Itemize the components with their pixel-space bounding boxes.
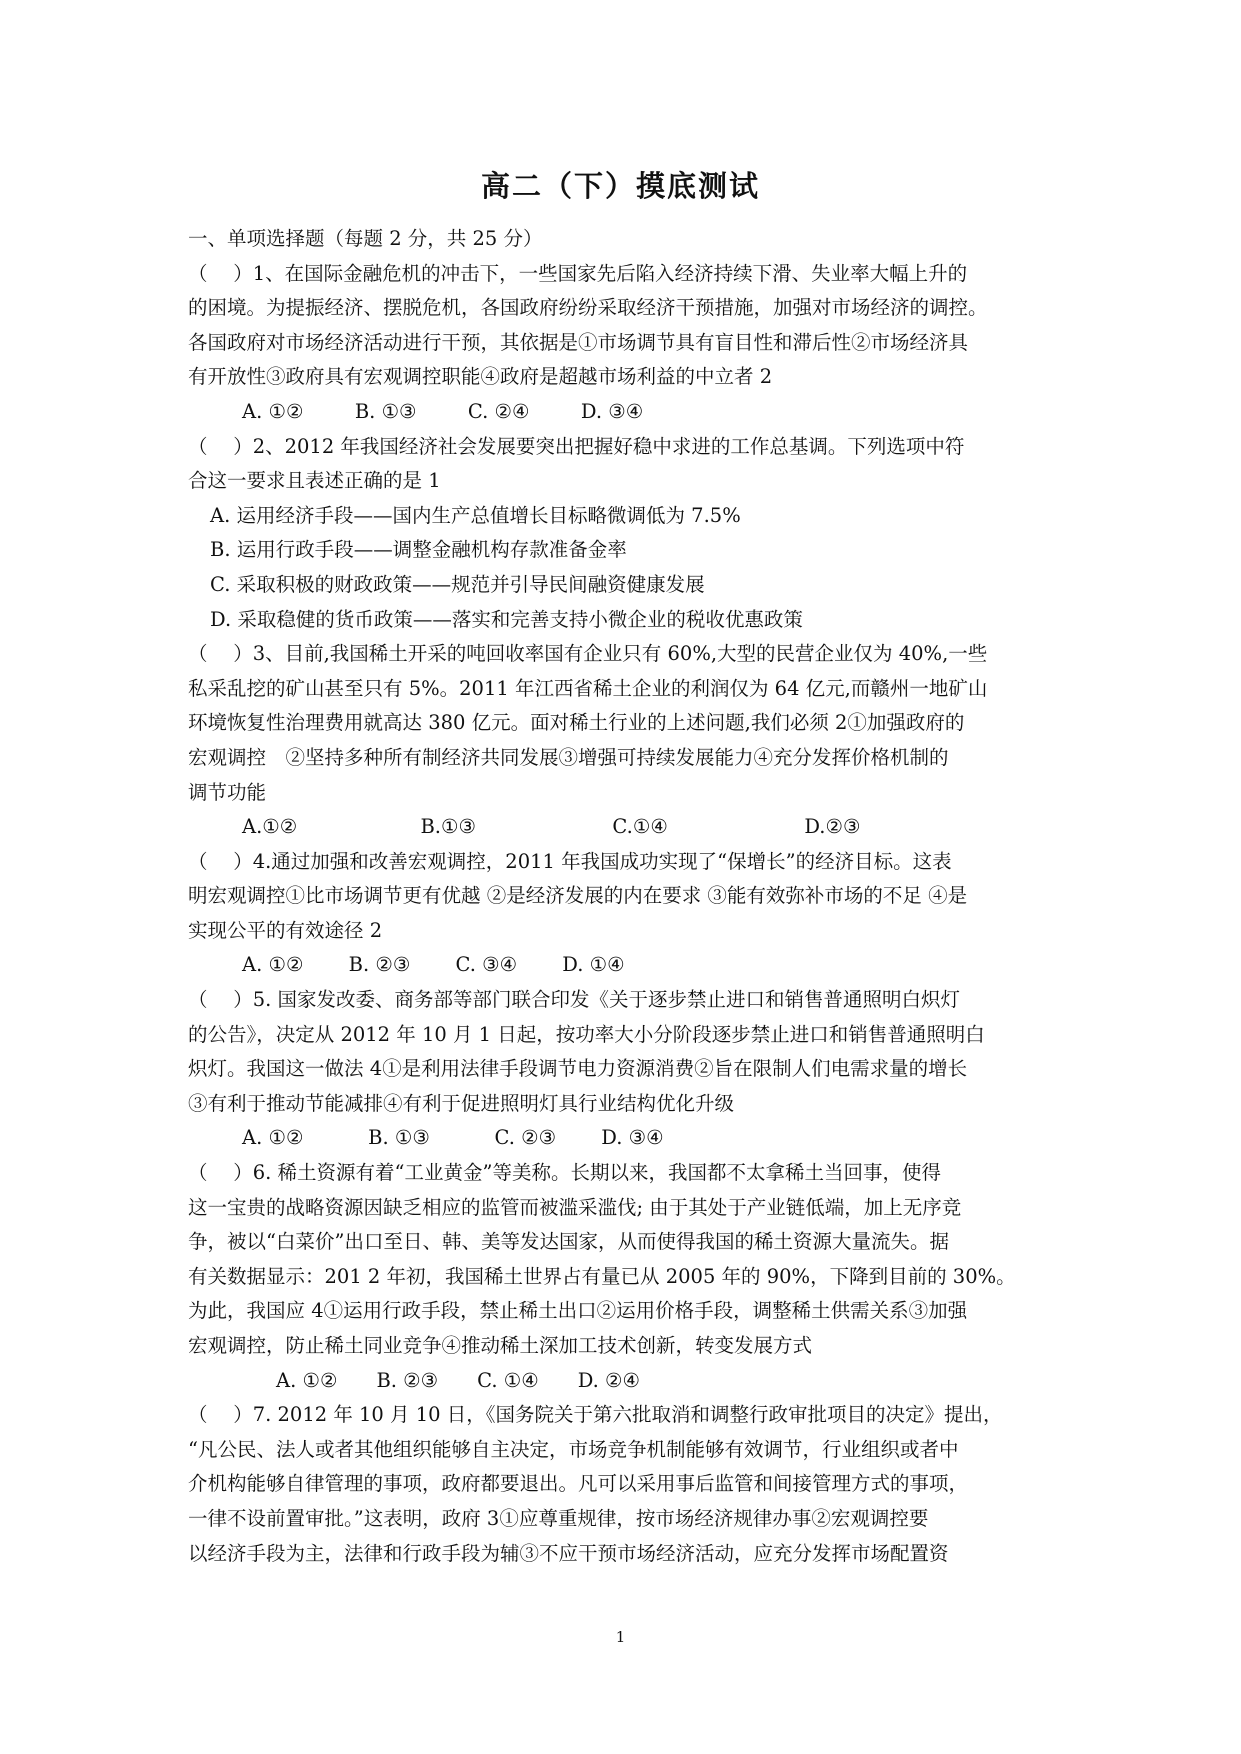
question-line: 介机构能够自律管理的事项，政府都要退出。凡可以采用事后监管和间接管理方式的事项， bbox=[188, 1472, 969, 1496]
question-line: 环境恢复性治理费用就高达 380 亿元。面对稀土行业的上述问题,我们必须 2①加强政府的 bbox=[188, 711, 965, 735]
question-1 bbox=[188, 257, 1088, 430]
question-line: （ ）7. 2012 年 10 月 10 日，《国务院关于第六批取消和调整行政审批项目的决定》提出， bbox=[188, 1403, 1003, 1427]
page-title: 高二（下）摸底测试 bbox=[480, 169, 760, 203]
question-line: 调节功能 bbox=[188, 780, 267, 804]
question-line: 合这一要求且表述正确的是 1 bbox=[188, 469, 441, 493]
question-line: 实现公平的有效途径 2 bbox=[188, 918, 383, 942]
question-line: （ ）2、2012 年我国经济社会发展要突出把握好稳中求进的工作总基调。下列选项中符 bbox=[188, 434, 965, 458]
question-3 bbox=[188, 637, 1088, 845]
question-line: （ ）3、目前,我国稀土开采的吨回收率国有企业只有 60%,大型的民营企业仅为 40%,一些 bbox=[188, 642, 988, 666]
question-line: （ ）6. 稀土资源有着“工业黄金”等美称。长期以来，我国都不太拿稀土当回事，使得 bbox=[188, 1161, 941, 1185]
question-line: “凡公民、法人或者其他组织能够自主决定，市场竞争机制能够有效调节，行业组织或者中 bbox=[188, 1437, 959, 1461]
question-7 bbox=[188, 1398, 1088, 1571]
answer-options: A.①② B.①③ C.①④ D.②③ bbox=[242, 815, 861, 839]
answer-option-b: B. 运用行政手段——调整金融机构存款准备金率 bbox=[210, 538, 627, 562]
question-line: 宏观调控 ②坚持多种所有制经济共同发展③增强可持续发展能力④充分发挥价格机制的 bbox=[188, 745, 949, 769]
question-line: 这一宝贵的战略资源因缺乏相应的监管而被滥采滥伐; 由于其处于产业链低端，加上无序竞 bbox=[188, 1195, 962, 1219]
page-number: 1 bbox=[615, 1628, 626, 1646]
question-list bbox=[188, 222, 1088, 1571]
answer-options: A. ①② B. ①③ C. ②④ D. ③④ bbox=[242, 399, 644, 423]
question-line: 以经济手段为主，法律和行政手段为辅③不应干预市场经济活动，应充分发挥市场配置资 bbox=[188, 1541, 949, 1565]
question-line: 的困境。为提振经济、摆脱危机，各国政府纷纷采取经济干预措施，加强对市场经济的调控。 bbox=[188, 296, 988, 320]
question-5 bbox=[188, 983, 1088, 1156]
question-6 bbox=[188, 1156, 1088, 1398]
question-line: 宏观调控，防止稀土同业竞争④推动稀土深加工技术创新，转变发展方式 bbox=[188, 1334, 813, 1357]
question-line: 炽灯。我国这一做法 4①是利用法律手段调节电力资源消费②旨在限制人们电需求量的增长 bbox=[188, 1057, 968, 1081]
question-2 bbox=[188, 430, 1088, 638]
question-line: 为此，我国应 4①运用行政手段，禁止稀土出口②运用价格手段，调整稀土供需关系③加强 bbox=[188, 1299, 968, 1323]
question-line: 的公告》，决定从 2012 年 10 月 1 日起，按功率大小分阶段逐步禁止进口和销售普通照明白 bbox=[188, 1022, 985, 1046]
question-line: 有开放性③政府具有宏观调控职能④政府是超越市场利益的中立者 2 bbox=[188, 365, 773, 389]
question-line: 私采乱挖的矿山甚至只有 5%。2011 年江西省稀土企业的利润仅为 64 亿元,而赣州一地矿山 bbox=[188, 676, 988, 700]
question-line: 有关数据显示：201 2 年初，我国稀土世界占有量已从 2005 年的 90%，下降到目前的 30%。 bbox=[188, 1264, 1016, 1288]
answer-options: A. ①② B. ②③ C. ①④ D. ②④ bbox=[276, 1368, 641, 1392]
question-line: 一律不设前置审批。”这表明，政府 3①应尊重规律，按市场经济规律办事②宏观调控要 bbox=[188, 1506, 929, 1530]
answer-option-a: A. 运用经济手段——国内生产总值增长目标略微调低为 7.5% bbox=[210, 503, 741, 527]
question-line: 各国政府对市场经济活动进行干预，其依据是①市场调节具有盲目性和滞后性②市场经济具 bbox=[188, 330, 969, 354]
question-line: （ ）1、在国际金融危机的冲击下，一些国家先后陷入经济持续下滑、失业率大幅上升的 bbox=[188, 261, 968, 285]
question-line: （ ）5. 国家发改委、商务部等部门联合印发《关于逐步禁止进口和销售普通照明白炽灯 bbox=[188, 988, 961, 1012]
question-line: （ ）4.通过加强和改善宏观调控，2011 年我国成功实现了“保增长”的经济目标。这表 bbox=[188, 849, 952, 873]
answer-option-c: C. 采取积极的财政政策——规范并引导民间融资健康发展 bbox=[210, 572, 705, 596]
question-line: 争，被以“白菜价”出口至日、韩、美等发达国家，从而使得我国的稀土资源大量流失。据 bbox=[188, 1230, 949, 1254]
answer-options: A. ①② B. ②③ C. ③④ D. ①④ bbox=[242, 953, 625, 977]
answer-option-d: D. 采取稳健的货币政策——落实和完善支持小微企业的税收优惠政策 bbox=[210, 607, 803, 631]
question-line: 明宏观调控①比市场调节更有优越 ②是经济发展的内在要求 ③能有效弥补市场的不足 ④是 bbox=[188, 884, 968, 908]
section-heading: 一、单项选择题（每题 2 分，共 25 分） bbox=[188, 227, 543, 250]
question-4 bbox=[188, 845, 1088, 983]
answer-options: A. ①② B. ①③ C. ②③ D. ③④ bbox=[242, 1126, 664, 1150]
question-line: ③有利于推动节能减排④有利于促进照明灯具行业结构优化升级 bbox=[188, 1091, 735, 1115]
